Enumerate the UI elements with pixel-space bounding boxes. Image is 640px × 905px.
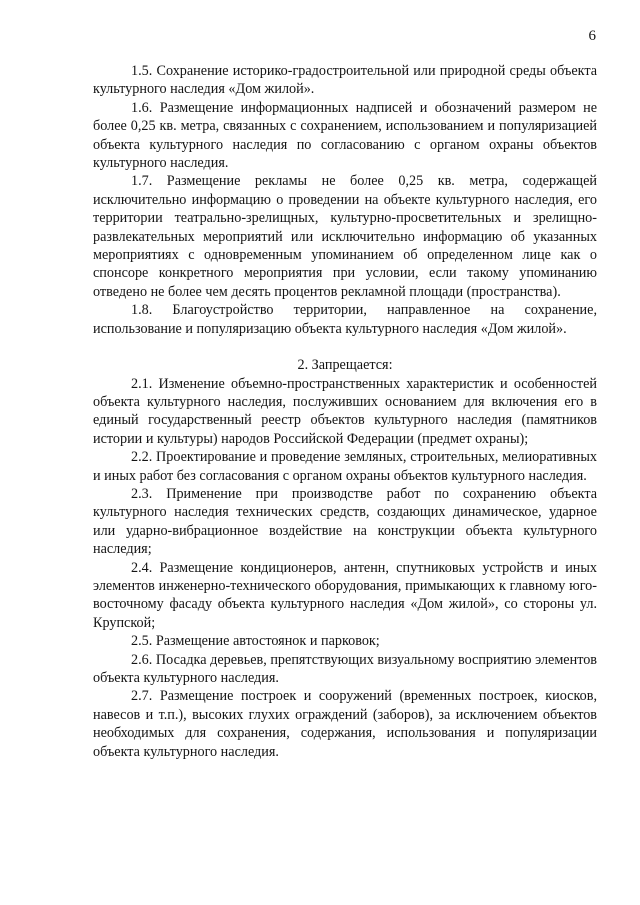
paragraph-2-3: 2.3. Применение при производстве работ по сохранению объекта культурного наследия технических средств, создающих динамическое, ударное или ударно-вибрационное воздействие на конструкции объекта культурного наследия; xyxy=(93,485,597,558)
paragraph-1-6: 1.6. Размещение информационных надписей и обозначений размером не более 0,25 кв. метра, связанных с сохранением, использованием и популяризацией объекта культурного наследия по согласованию с органом охраны объектов культурного наследия. xyxy=(93,99,597,172)
page-number: 6 xyxy=(588,28,596,44)
paragraph-2-7: 2.7. Размещение построек и сооружений (временных построек, киосков, навесов и т.п.), высоких глухих ограждений (заборов), за исключением объектов необходимых для сохранения, содержания, использования и популяризации объекта культурного наследия. xyxy=(93,688,597,760)
document-body xyxy=(93,62,597,761)
section-2-heading: 2. Запрещается: xyxy=(297,357,393,374)
paragraph-2-1: 2.1. Изменение объемно-пространственных характеристик и особенностей объекта культурного наследия, послуживших основанием для включения его в единый государственный реестр объектов культурного наследия (памятников истории и культуры) народов Российской Федерации (предмет охраны); xyxy=(93,375,597,447)
paragraph-1-8: 1.8. Благоустройство территории, направленное на сохранение, использование и популяризацию объекта культурного наследия «Дом жилой». xyxy=(93,302,597,337)
paragraph-2-5: 2.5. Размещение автостоянок и парковок; xyxy=(131,633,380,650)
paragraph-2-2: 2.2. Проектирование и проведение земляных, строительных, мелиоративных и иных работ без согласования с органом охраны объектов культурного наследия. xyxy=(93,449,597,484)
paragraph-1-5: 1.5. Сохранение историко-градостроительной или природной среды объекта культурного наследия «Дом жилой». xyxy=(93,63,597,98)
paragraph-2-4: 2.4. Размещение кондиционеров, антенн, спутниковых устройств и иных элементов инженерно-технического оборудования, примыкающих к главному юго-восточному фасаду объекта культурного наследия «Дом жилой», со стороны ул. Крупской; xyxy=(93,559,597,631)
paragraph-1-7: 1.7. Размещение рекламы не более 0,25 кв. метра, содержащей исключительно информацию о проведении на объекте культурного наследия, его территории театрально-зрелищных, культурно-просветительных и зрелищно-развлекательных мероприятий или исключительно информацию об указанных мероприятиях с одновременным упоминанием об определенном лице как о спонсоре конкретного мероприятия при условии, если такому упоминанию отведено не более чем десять процентов рекламной площади (пространства). xyxy=(93,173,597,300)
paragraph-2-6: 2.6. Посадка деревьев, препятствующих визуальному восприятию элементов объекта культурного наследия. xyxy=(93,651,597,686)
